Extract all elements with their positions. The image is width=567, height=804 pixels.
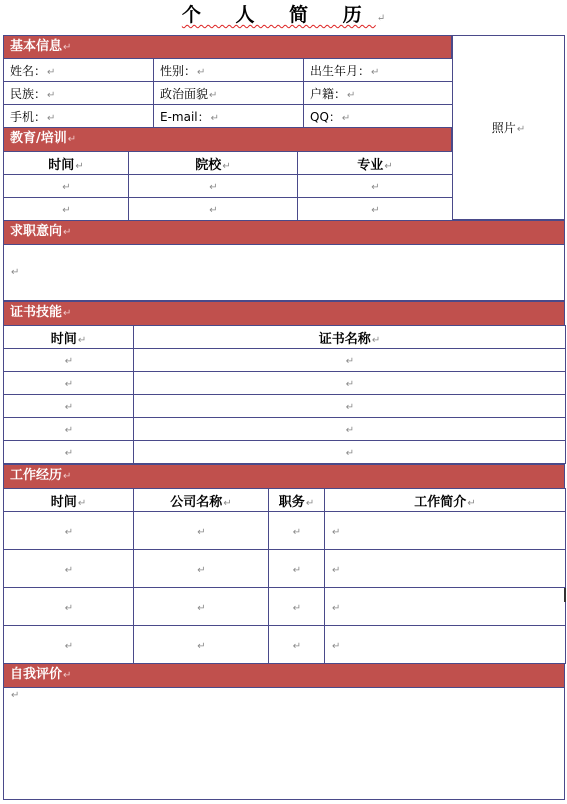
table-cell[interactable] (298, 198, 453, 221)
title-text: 个 人 简 历 (181, 4, 376, 26)
table-cell[interactable] (269, 512, 325, 550)
paragraph-mark-icon: ↵ (292, 602, 302, 614)
section-title: 工作经历 (10, 468, 63, 483)
table-cell[interactable] (4, 588, 134, 626)
paragraph-mark-icon: ↵ (345, 379, 355, 390)
section-title: 教育/培训 (10, 131, 67, 146)
paragraph-mark-icon: ↵ (371, 334, 381, 346)
table-cell[interactable] (134, 372, 566, 395)
table-cell[interactable] (269, 550, 325, 588)
table-cell[interactable] (4, 512, 134, 550)
table-row (4, 626, 566, 664)
paragraph-mark-icon: ↵ (197, 602, 206, 614)
column-header-position: 职务↵ (269, 489, 325, 512)
table-cell[interactable] (325, 588, 566, 626)
table-cell[interactable] (129, 198, 298, 221)
paragraph-mark-icon: ↵ (47, 89, 56, 101)
paragraph-mark-icon: ↵ (332, 564, 341, 576)
certificates-table (3, 325, 566, 464)
table-cell[interactable] (4, 395, 134, 418)
paragraph-mark-icon: ↵ (64, 402, 74, 413)
table-header-row (4, 152, 453, 175)
paragraph-mark-icon: ↵ (64, 526, 74, 538)
table-row (4, 82, 453, 105)
table-cell[interactable] (134, 441, 566, 464)
paragraph-mark-icon: ↵ (11, 267, 20, 278)
paragraph-mark-icon: ↵ (222, 160, 231, 172)
paragraph-mark-icon: ↵ (63, 308, 72, 319)
job-intent-field[interactable] (3, 244, 565, 301)
phone-field[interactable]: 手机：↵ (4, 105, 154, 128)
paragraph-mark-icon: ↵ (64, 448, 74, 459)
paragraph-mark-icon: ↵ (345, 402, 355, 413)
paragraph-mark-icon: ↵ (67, 134, 77, 145)
ethnicity-field[interactable]: 民族：↵ (4, 82, 154, 105)
table-cell[interactable] (134, 395, 566, 418)
paragraph-mark-icon: ↵ (209, 89, 218, 101)
table-cell[interactable] (325, 512, 566, 550)
paragraph-mark-icon: ↵ (63, 471, 72, 482)
paragraph-mark-icon: ↵ (345, 356, 355, 367)
paragraph-mark-icon: ↵ (64, 425, 74, 436)
paragraph-mark-icon: ↵ (305, 497, 315, 509)
table-row (4, 550, 566, 588)
table-cell[interactable] (4, 441, 134, 464)
paragraph-mark-icon: ↵ (371, 205, 380, 216)
paragraph-mark-icon: ↵ (197, 66, 206, 78)
resume-title (0, 2, 567, 28)
table-cell[interactable] (4, 175, 129, 198)
table-cell[interactable] (298, 175, 453, 198)
paragraph-mark-icon: ↵ (77, 497, 87, 509)
paragraph-mark-icon: ↵ (332, 640, 341, 652)
table-cell[interactable] (325, 550, 566, 588)
column-header-company: 公司名称↵ (134, 489, 269, 512)
paragraph-mark-icon: ↵ (63, 670, 72, 681)
table-cell[interactable] (4, 550, 134, 588)
gender-field[interactable]: 性别：↵ (154, 59, 304, 82)
paragraph-mark-icon: ↵ (332, 602, 341, 614)
email-field[interactable]: E-mail：↵ (154, 105, 304, 128)
column-header-time: 时间↵ (4, 489, 134, 512)
table-row (4, 198, 453, 221)
paragraph-mark-icon: ↵ (516, 124, 526, 135)
section-title: 自我评价 (10, 667, 63, 682)
education-table (3, 151, 453, 221)
paragraph-mark-icon: ↵ (467, 497, 476, 509)
paragraph-mark-icon: ↵ (77, 334, 87, 346)
paragraph-mark-icon: ↵ (64, 356, 74, 367)
paragraph-mark-icon: ↵ (292, 526, 302, 538)
paragraph-mark-icon: ↵ (11, 690, 20, 701)
table-row (4, 349, 566, 372)
paragraph-mark-icon: ↵ (63, 42, 72, 53)
table-cell[interactable] (4, 372, 134, 395)
table-row (4, 105, 453, 128)
section-header-education (3, 127, 452, 151)
paragraph-mark-icon: ↵ (371, 182, 380, 193)
table-row (4, 395, 566, 418)
paragraph-mark-icon: ↵ (223, 497, 232, 509)
section-header-job-intent (3, 220, 565, 244)
paragraph-mark-icon: ↵ (345, 448, 355, 459)
table-cell[interactable] (134, 588, 269, 626)
table-cell[interactable] (4, 349, 134, 372)
political-status-field[interactable]: 政治面貌↵ (154, 82, 304, 105)
paragraph-mark-icon: ↵ (209, 182, 218, 193)
paragraph-mark-icon: ↵ (197, 564, 206, 576)
hukou-field[interactable]: 户籍：↵ (304, 82, 453, 105)
column-header-school: 院校↵ (129, 152, 298, 175)
paragraph-mark-icon: ↵ (345, 425, 355, 436)
table-cell[interactable] (134, 349, 566, 372)
table-cell[interactable] (4, 418, 134, 441)
section-header-certificates (3, 301, 565, 325)
paragraph-mark-icon: ↵ (197, 526, 206, 538)
paragraph-mark-icon: ↵ (47, 112, 56, 124)
column-header-time: 时间↵ (4, 326, 134, 349)
table-cell[interactable] (129, 175, 298, 198)
paragraph-mark-icon: ↵ (64, 640, 74, 652)
birth-field[interactable]: 出生年月：↵ (304, 59, 453, 82)
paragraph-mark-icon: ↵ (64, 564, 74, 576)
paragraph-mark-icon: ↵ (341, 112, 351, 124)
paragraph-mark-icon: ↵ (332, 526, 341, 538)
paragraph-mark-icon: ↵ (347, 89, 356, 101)
table-row (4, 441, 566, 464)
section-header-self-evaluation (3, 663, 565, 687)
paragraph-mark-icon: ↵ (197, 640, 206, 652)
work-experience-table (3, 488, 566, 664)
table-header-row (4, 489, 566, 512)
paragraph-mark-icon: ↵ (292, 640, 302, 652)
table-cell[interactable] (134, 418, 566, 441)
table-header-row (4, 326, 566, 349)
table-cell[interactable] (134, 550, 269, 588)
table-row (4, 512, 566, 550)
table-row (4, 372, 566, 395)
paragraph-mark-icon: ↵ (209, 205, 218, 216)
table-cell[interactable] (269, 626, 325, 664)
paragraph-mark-icon: ↵ (62, 205, 71, 216)
basic-info-table (3, 58, 453, 128)
table-cell[interactable] (325, 626, 566, 664)
qq-field[interactable]: QQ：↵ (304, 105, 453, 128)
photo-placeholder[interactable] (452, 35, 565, 220)
paragraph-mark-icon: ↵ (63, 227, 72, 238)
table-row (4, 588, 566, 626)
paragraph-mark-icon: ↵ (210, 112, 220, 124)
section-title: 求职意向 (10, 224, 63, 239)
table-cell[interactable] (269, 588, 325, 626)
paragraph-mark-icon: ↵ (371, 66, 380, 78)
table-cell[interactable] (4, 626, 134, 664)
column-header-certificate-name: 证书名称↵ (134, 326, 566, 349)
table-cell[interactable] (134, 626, 269, 664)
table-cell[interactable] (134, 512, 269, 550)
paragraph-mark-icon: ↵ (75, 160, 84, 172)
self-evaluation-field[interactable] (3, 687, 565, 800)
table-row (4, 175, 453, 198)
column-header-job-summary: 工作简介↵ (325, 489, 566, 512)
column-header-major: 专业↵ (298, 152, 453, 175)
paragraph-mark-icon: ↵ (64, 379, 74, 390)
table-row (4, 59, 453, 82)
table-row (4, 418, 566, 441)
paragraph-mark-icon: ↵ (292, 564, 302, 576)
section-header-work-experience (3, 464, 565, 488)
section-title: 证书技能 (10, 305, 63, 320)
paragraph-mark-icon: ↵ (64, 602, 74, 614)
table-cell[interactable] (4, 198, 129, 221)
section-title: 基本信息 (10, 39, 63, 54)
photo-label: 照片 (491, 121, 516, 135)
paragraph-mark-icon: ↵ (62, 182, 71, 193)
text-cursor (564, 588, 566, 602)
name-field[interactable]: 姓名：↵ (4, 59, 154, 82)
paragraph-mark-icon: ↵ (376, 13, 386, 24)
paragraph-mark-icon: ↵ (47, 66, 56, 78)
section-header-basic-info (3, 35, 452, 58)
column-header-time: 时间↵ (4, 152, 129, 175)
paragraph-mark-icon: ↵ (384, 160, 393, 172)
